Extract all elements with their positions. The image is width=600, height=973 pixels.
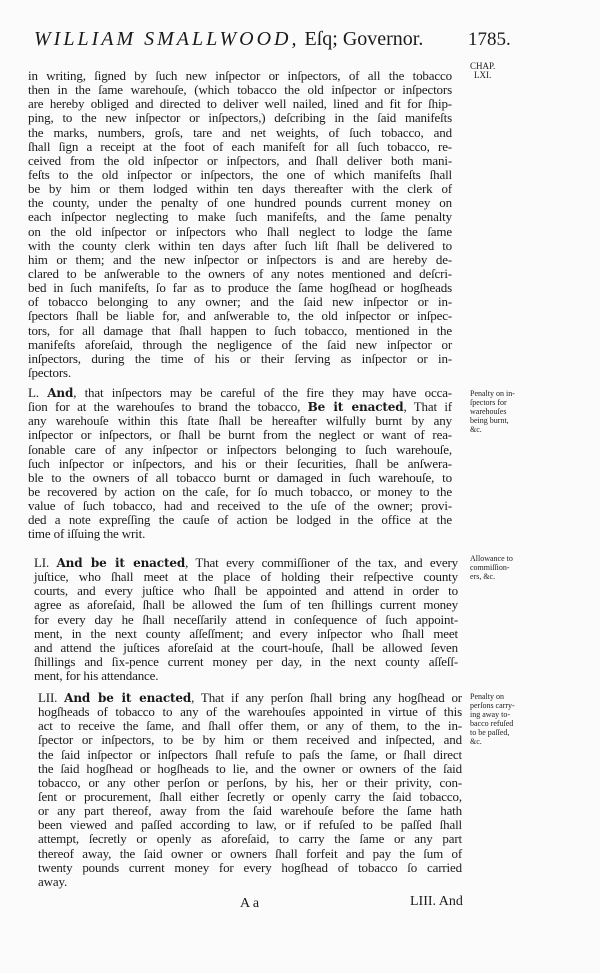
text-line — [38, 691, 462, 705]
text-line: clared to be anſwerable to the owners of any notes mentioned and deſcri- — [28, 265, 452, 281]
text-line: courts, and every juſtice who ſhall be appointed and attend in order to — [34, 583, 458, 599]
paragraph-continued — [28, 69, 452, 380]
text-line: twenty pounds current money for every hogſhead of tobacco ſo carried — [38, 859, 462, 875]
section-l — [28, 386, 452, 542]
text-line: bed in ſuch manifeſts, ſo far as to produce the ſame hogſhead or hogſheads — [28, 280, 452, 296]
text-segment: , that inſpectors may be careful of the fire they may have occa- — [73, 385, 452, 400]
text-line: ping, to the new inſpector or inſpectors,) deſcribing in the ſaid manifeſts — [28, 110, 452, 126]
text-line: the marks, numbers, groſs, tare and net weights, of ſuch tobacco, and — [28, 124, 452, 140]
text-line: ded a note expreſſing the cauſe of action be lodged in the office at the — [28, 512, 452, 528]
chapter-word: CHAP. — [470, 61, 496, 71]
text-line: the ſaid hogſhead or hogſheads to lie, and the owner or owners of the ſaid — [38, 760, 462, 776]
text-line: and attend the juſtices aforeſaid at the court-houſe, ſhall be allowed ſeven — [34, 639, 458, 655]
text-line: are hereby obliged and directed to deliver well nailed, lined and fit for ſhip- — [28, 96, 452, 112]
text-line: or any part thereof, away from the ſaid warehouſe before the ſame hath — [38, 803, 462, 819]
text-line: value of ſuch tobacco, had and received to the uſe of the owner; provi- — [28, 498, 452, 514]
text-segment: , That if any perſon ſhall bring any hogſhead or — [191, 690, 462, 705]
margin-note-line: ing away to- — [470, 710, 510, 719]
margin-note-line: commiſſion- — [470, 563, 510, 572]
chapter-label — [470, 62, 495, 80]
text-line: ſpector or inſpectors, to be by him or them received and inſpected, and — [38, 732, 462, 748]
margin-note-line: ers, &c. — [470, 572, 496, 581]
text-line: each inſpector neglecting to make ſuch manifeſts, and the ſame penalty — [28, 209, 452, 225]
text-line: ſpectors. — [28, 364, 72, 380]
margin-note-line: warehouſes — [470, 407, 507, 416]
text-line: the county, under the penalty of one hundred pounds current money on — [28, 195, 452, 211]
text-line: feſts to the old inſpector or inſpectors, the one of which manifeſts ſhall — [28, 166, 452, 182]
section-lii — [38, 691, 462, 889]
blackletter-phrase: And be it enacted — [56, 556, 186, 570]
text-line: ceived from the old inſpector or inſpectors, and ſhall deliver both mani- — [28, 152, 452, 168]
text-line: be recovered by action on the caſe, for ſo much tobacco, or money to the — [28, 483, 452, 499]
text-line: been viewed and paſſed according to law, or if refuſed to be paſſed ſhall — [38, 817, 462, 833]
margin-note-line: bacco refuſed — [470, 719, 514, 728]
text-segment: L. — [28, 385, 48, 400]
margin-note-line: Penalty on in- — [470, 389, 515, 398]
text-line: ſhillings and ſix-pence current money per day, in the next county aſſeſſ- — [34, 653, 458, 669]
text-line: time of iſſuing the writ. — [28, 526, 146, 542]
text-line: ment, for his attendance. — [34, 668, 159, 684]
margin-note-line: Penalty on — [470, 692, 504, 701]
margin-note-line: to be paſſed, — [470, 728, 510, 737]
text-line: be by him or them lodged within ten days thereafter with the clerk of — [28, 181, 452, 197]
margin-note-line: &c. — [470, 425, 482, 434]
margin-note-line: perſons carry- — [470, 701, 515, 710]
text-line: with the county clerk within ten days after ſuch liſt ſhall be delivered to — [28, 237, 452, 253]
margin-note-line: being burnt, — [470, 416, 509, 425]
text-segment: LII. — [38, 690, 65, 705]
text-line: any warehouſe within this ſtate ſhall be hereafter wilfully burnt by any — [28, 413, 452, 429]
text-line: tobacco, or any other perſon or perſons, by his, her or their privity, con- — [38, 774, 462, 790]
text-line: ment, in the next county aſſeſſment; and every inſpector who ſhall meet — [34, 625, 458, 641]
text-segment: LI. — [34, 555, 57, 570]
text-line: for every day he ſhall neceſſarily attend in conſequence of ſuch appoint- — [34, 611, 458, 627]
margin-note-penalty-carrying — [470, 692, 560, 746]
margin-note-line: ſpectors for — [470, 398, 507, 407]
text-line: on the old inſpector or inſpectors who ſhall neglect to lodge the ſame — [28, 223, 452, 239]
text-segment: , That if — [403, 399, 452, 415]
text-line: ſhall ſign a receipt at the foot of each manifeſt for all ſuch tobacco, re- — [28, 138, 452, 154]
year: 1785. — [468, 29, 511, 50]
text-line — [34, 556, 458, 570]
section-li — [34, 556, 458, 683]
text-line: manifeſts aforeſaid, through the negligence of the ſaid new inſpector or — [28, 336, 452, 352]
text-line: ſonable care of any inſpector or inſpectors belonging to ſuch warehouſe, — [28, 441, 452, 457]
text-line: thereof away, the ſaid owner or owners ſhall forfeit and pay the ſum of — [38, 845, 462, 861]
text-line: then in the ſame warehouſe, (which tobacco the old inſpector or inſpectors — [28, 82, 452, 98]
text-line: act to receive the ſame, and ſhall offer them, or any of them, to the in- — [38, 718, 462, 734]
text-line: tors, for all damage that ſhall happen to ſuch tobacco, mentioned in the — [28, 322, 452, 338]
text-line: agree as aforeſaid, ſhall be allowed the ſum of ten ſhillings current money — [34, 597, 458, 613]
text-line: hogſheads of tobacco to any of the warehouſes appointed in virtue of this — [38, 704, 462, 720]
text-line: inſpectors, during the time of his or their ſerving as inſpector or in- — [28, 350, 452, 366]
text-line: away. — [38, 873, 68, 889]
text-line: attempt, ſecretly or openly as aforeſaid, to carry the ſame or any part — [38, 831, 462, 847]
text-line: in writing, ſigned by ſuch new inſpector or inſpectors, of all the tobacco — [28, 68, 452, 83]
text-line: ble to the owners of all tobacco burnt or damaged in ſuch warehouſe, to — [28, 469, 452, 485]
governor-title: Eſq; Governor. — [304, 28, 424, 50]
text-line — [28, 386, 452, 400]
governor-name: WILLIAM SMALLWOOD, — [34, 28, 300, 50]
text-line: the ſaid inſpector or inſpectors ſhall refuſe to paſs the ſame, or ſhall direct — [38, 746, 462, 762]
text-line: of tobacco belonging to any owner; and the ſaid new inſpector or in- — [28, 294, 452, 310]
margin-note-allowance — [470, 554, 560, 581]
margin-note-penalty-burnt — [470, 389, 560, 434]
blackletter-phrase: And — [47, 386, 74, 400]
text-line: ſpectors ſhall be liable for, and anſwerable to, the old inſpector or inſpec- — [28, 308, 452, 324]
chapter-number: LXI. — [474, 70, 492, 80]
text-line: juſtice, who ſhall meet at the place of holding their reſpective county — [34, 569, 458, 585]
text-segment: , That every commiſſioner of the tax, and every — [185, 555, 459, 570]
blackletter-phrase: Be it enacted — [307, 400, 404, 415]
text-line: ſuch inſpector or inſpectors, and his or their ſecurities, ſhall be anſwera- — [28, 455, 452, 471]
text-line: ſent or procurement, ſhall either ſecretly or openly carry the ſaid tobacco, — [38, 788, 462, 804]
blackletter-phrase: And be it enacted — [64, 691, 192, 705]
text-line: inſpector or inſpectors, or ſhall be burnt from the neglect or want of rea- — [28, 427, 452, 443]
margin-note-line: Allowance to — [470, 554, 513, 563]
text-segment: ſion for at the warehouſes to brand the tobacco, — [28, 399, 308, 415]
signature-mark: A a — [240, 896, 260, 911]
text-line — [28, 400, 452, 414]
running-header — [34, 28, 454, 51]
margin-note-line: &c. — [470, 737, 482, 746]
text-line: him or them; and the new inſpector or inſpectors is and are hereby de- — [28, 251, 452, 267]
catchword: LIII. And — [410, 894, 463, 909]
